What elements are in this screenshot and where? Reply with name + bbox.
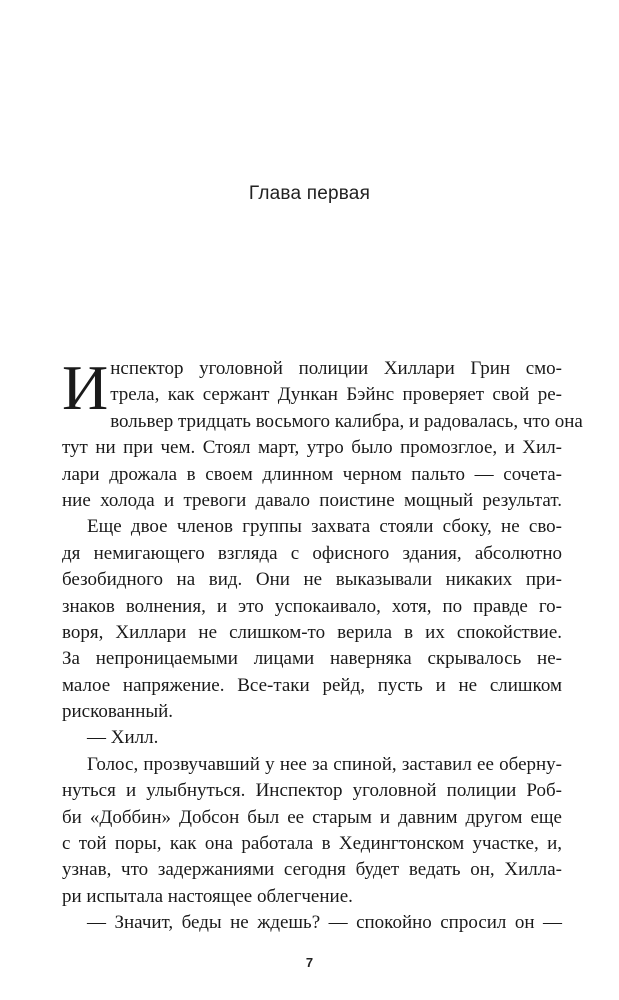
text-line: — Значит, беды не ждешь? — спокойно спросил он —	[87, 912, 562, 934]
text-line: Голос, прозвучавший у нее за спиной, заставил ее оберну-	[87, 753, 562, 775]
text-line: рискованный.	[62, 701, 174, 723]
text-line: За непроницаемыми лицами наверняка скрывалось не-	[62, 648, 562, 670]
page-number: 7	[305, 955, 314, 970]
text-line: дя немигающего взгляда с офисного здания, абсолютно	[62, 542, 562, 564]
text-line: лари дрожала в своем длинном черном пальто — сочета-	[62, 463, 562, 485]
text-line: с той поры, как она работала в Хедингтонском участке, и,	[62, 833, 562, 855]
chapter-title: Глава первая	[248, 183, 371, 204]
text-line: нуться и улыбнуться. Инспектор уголовной полиции Роб-	[62, 780, 562, 802]
text-line: би «Доббин» Добсон был ее старым и давним другом еще	[62, 806, 562, 828]
text-line: воря, Хиллари не слишком-то верила в их спокойствие.	[62, 621, 562, 643]
text-line: Еще двое членов группы захвата стояли сбоку, не сво-	[87, 516, 562, 538]
text-line: узнав, что задержаниями сегодня будет ведать он, Хилла-	[62, 859, 562, 881]
text-line: нспектор уголовной полиции Хиллари Грин смо-	[110, 358, 562, 379]
text-line: безобидного на вид. Они не выказывали никаких при-	[62, 569, 562, 591]
text-line: тут ни при чем. Стоял март, утро было промозглое, и Хил-	[62, 437, 562, 459]
text-line: ние холода и тревоги давало поистине мощный результат.	[62, 489, 562, 511]
text-line: — Хилл.	[87, 727, 159, 749]
body-text	[62, 352, 583, 937]
text-line: малое напряжение. Все-таки рейд, пусть и не слишком	[62, 674, 562, 696]
text-line: трела, как сержант Дункан Бэйнс проверяет свой ре-	[110, 384, 562, 406]
text-line: ри испытала настоящее облегчение.	[62, 885, 353, 907]
text-line: вольвер тридцать восьмого калибра, и радовалась, что она	[110, 410, 583, 432]
text-line: знаков волнения, и это успокаивало, хотя, по правде го-	[62, 595, 562, 617]
drop-cap: И	[62, 352, 109, 423]
